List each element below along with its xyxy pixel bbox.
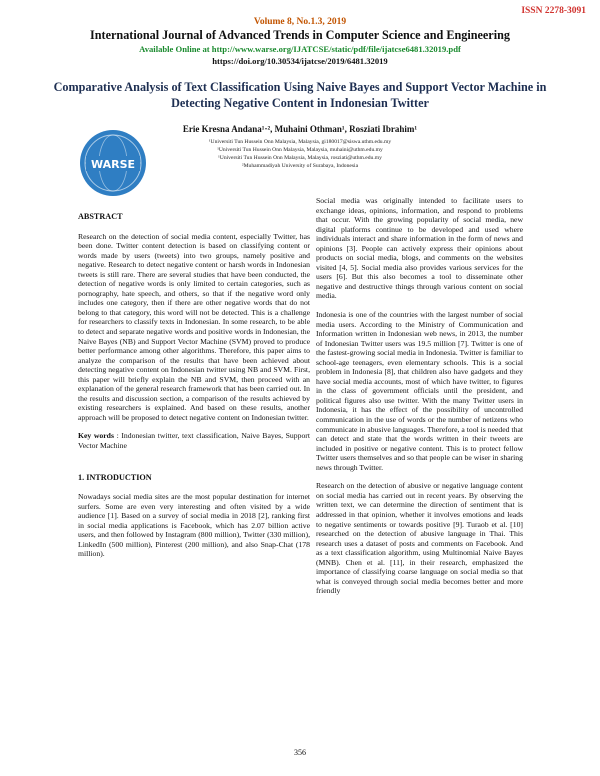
affiliation-line: ¹Universiti Tun Hussein Onn Malaysia, Malaysia, gi180017@siswa.uthm.edu.my — [208, 139, 392, 145]
abstract-text: Research on the detection of social media content, especially Twitter, has been done. Twitter content detection is based on classifying content or words made by users (tweets) into two groups, namely positive and negative. Research to detect negative content or harsh words in Indonesian tweets is still rare. There are several studies that have been conducted, the detection of negative words is only limited to certain categories, such as pornography, hate speech, and others, so that if the negative word only includes one category, then if there are other negative words that do not belong to that category, this word will not be detected. This is a challenge for researchers to classify texts in Indonesian. In some research, to be able to detect and separate negative words and positive words in Indonesian, the Naive Bayes (NB) and Support Vector Machine (SVM) proved to produce better performance among other algorithms. Therefore, this paper aims to analyze the comparison of the results that have been achieved about detecting negative content on Indonesian twitter using NB and SVM. First, this paper will briefly explain the NB and SVM, then proceed with an explanation of the general research framework that has been carried out. In the results and discussion section, a comparison of the results achieved by existing researchers is explained. And based on these results, another approach will be proposed to detect negative content on Indonesian twitter. — [78, 231, 310, 422]
intro-paragraph: Nowadays social media sites are the most popular destination for internet surfers. Some are even very interesting and often visited by a wide audience [1]. Based on a survey of social media in 2018 [2], ranking first in social media applications is Facebook, which has 2.07 billion active users, and then followed by Instagram (800 million), Twitter (330 million), LinkedIn (500 million), Pinterest (200 million), and also Snap-Chat (178 million). — [78, 492, 310, 559]
paper-title: Comparative Analysis of Text Classification Using Naive Bayes and Support Vector Machine in Detecting Negative Content in Indonesian Twitter — [53, 80, 547, 110]
author-list: Erie Kresna Andana¹·², Muhaini Othman¹, Rosziati Ibrahim¹ — [182, 124, 418, 134]
left-column — [78, 212, 310, 568]
right-column — [316, 196, 523, 605]
issn-label: ISSN 2278-3091 — [521, 6, 586, 16]
affiliation-line: ²Muhammadiyah University of Surabaya, Indonesia — [241, 163, 359, 169]
available-online-link[interactable]: Available Online at http://www.warse.org/IJATCSE/static/pdf/file/ijatcse6481.32019.pdf — [139, 44, 461, 54]
body-paragraph: Social media was originally intended to facilitate users to exchange ideas, opinions, information, and respond to problems that occur. With the growing popularity of social media, new digital platforms continue to be developed and used where individuals interact and share information in the form of news and opinions [3]. People can actively express their opinions about products on social media, blogs, and comments on the websites visited [4, 5]. Social media also provides various services for the users [6]. But this also becomes a tool to disseminate other negative and destructive things through various content on social media. — [316, 196, 523, 301]
introduction-heading: 1. INTRODUCTION — [78, 472, 152, 482]
keywords — [78, 431, 310, 450]
journal-name: International Journal of Advanced Trends in Computer Science and Engineering — [90, 28, 510, 42]
affiliation-line: ¹Universiti Tun Hussein Onn Malaysia, Malaysia, rosziati@uthm.edu.my — [218, 155, 382, 161]
body-paragraph: Research on the detection of abusive or negative language content on social media has carried out in recent years. By observing the written text, we can determine the direction of sentiment that is addressed in that opinion, whether it involves emotions and leads to negative sentiments or towards positive [9]. Turaob et al. [10] researched on the detection of abusive language in Thai. This research uses a dataset of posts and comments on Facebook. And as a text classification algorithm, using Multinomial Naive Bayes (MNB). Chen et al. [11], in their research, emphasized the importance of classifying coarse language on social media so that what is conveyed through social media becomes better and more friendly — [316, 481, 523, 596]
keywords-label: Key words — [78, 431, 114, 441]
abstract-heading: ABSTRACT — [78, 212, 123, 221]
body-paragraph: Indonesia is one of the countries with the largest number of social media users. According to the Ministry of Communication and Information written in Indonesian web news, in 2013, the number of Indonesian Twitter users was 19.5 million [7]. Twitter is one of the fastest-growing social media in Indonesia. Twitter is familiar to school-age teenagers, even elementary schools. This is a social problem in Indonesia [8], that children also have gadgets and they have social media accounts, most of which have twitter, to figures in the class of government officials until the president, and political figures also use twitter. With the many Twitter users in Indonesia, it has the effect of the possibility of uncontrolled communication in the use of words or the number of netizens who communicate in abusive languages. Therefore, a tool is needed that can detect and state that the words written in their tweets are included in positive or negative content. This is to protect fellow Twitter users themselves and so that people can be wiser in sharing news through Twitter. — [316, 310, 523, 472]
affiliation-line: ¹Universiti Tun Hussein Onn Malaysia, Malaysia, muhaini@uthm.edu.my — [217, 147, 383, 153]
logo-text: WARSE — [90, 158, 136, 171]
page-number: 356 — [294, 748, 306, 757]
keywords-text: : Indonesian twitter, text classification, Naive Bayes, Support Vector Machine — [78, 431, 311, 451]
volume-line: Volume 8, No.1.3, 2019 — [253, 17, 347, 27]
doi-link[interactable]: https://doi.org/10.30534/ijatcse/2019/6481.32019 — [212, 56, 388, 66]
